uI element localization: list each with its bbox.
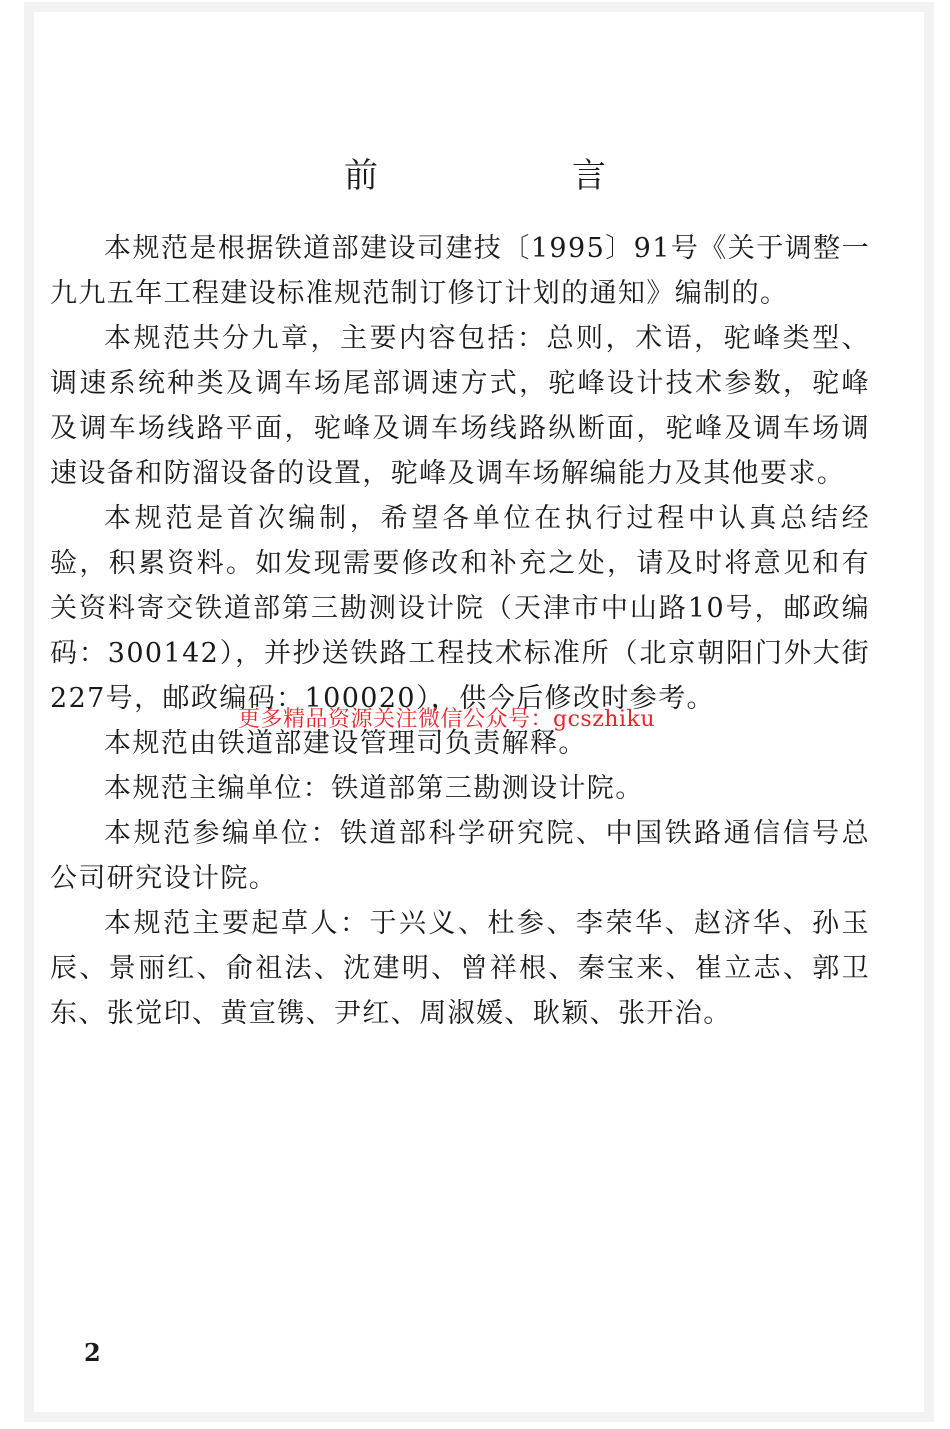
body-text [50, 226, 870, 1036]
paragraph-participating-units: 本规范参编单位：铁道部科学研究院、中国铁路通信信号总公司研究设计院。 [50, 818, 870, 894]
paragraph-chief-editor: 本规范主编单位：铁道部第三勘测设计院。 [104, 773, 644, 804]
paragraph-drafters: 本规范主要起草人：于兴义、杜参、李荣华、赵济华、孙玉辰、景丽红、俞祖法、沈建明、曾祥根、秦宝来、崔立志、郭卫东、张觉印、黄宣镌、尹红、周淑媛、耿颖、张开治。 [50, 908, 870, 1029]
paragraph-basis: 本规范是根据铁道部建设司建技〔1995〕91号《关于调整一九九五年工程建设标准规范制订修订计划的通知》编制的。 [50, 233, 870, 309]
paragraph-interpretation: 本规范由铁道部建设管理司负责解释。 [104, 728, 587, 759]
page-number: 2 [84, 1338, 101, 1367]
watermark-text: 更多精品资源关注微信公众号：gcszhiku [238, 707, 655, 732]
paragraph-contents: 本规范共分九章，主要内容包括：总则，术语，驼峰类型、调速系统种类及调车场尾部调速方式，驼峰设计技术参数，驼峰及调车场线路平面，驼峰及调车场线路纵断面，驼峰及调车场调速设备和防溜设备的设置，驼峰及调车场解编能力及其他要求。 [50, 323, 870, 489]
paragraph-feedback: 本规范是首次编制，希望各单位在执行过程中认真总结经验，积累资料。如发现需要修改和补充之处，请及时将意见和有关资料寄交铁道部第三勘测设计院（天津市中山路10号，邮政编码：300142），并抄送铁路工程技术标准所（北京朝阳门外大街227号，邮政编码：100020），供今后修改时参考。 [50, 503, 870, 714]
page-title: 前 言 [344, 156, 686, 196]
